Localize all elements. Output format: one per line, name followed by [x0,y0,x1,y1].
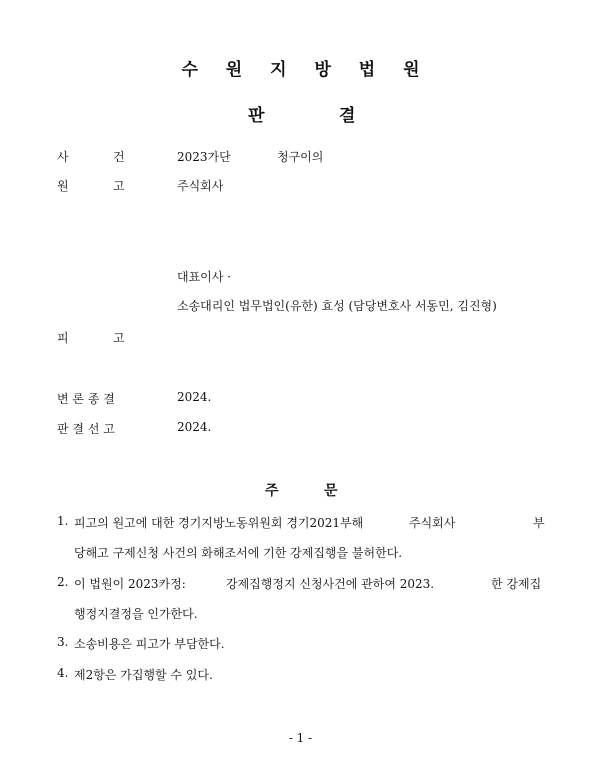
closing-date: 2024. [177,390,212,404]
plaintiff-label-1: 원 [57,179,69,193]
order-2-text-line2: 행정지결정을 인가한다. [74,607,198,621]
order-1-text-line2: 당해고 구제신청 사건의 화해조서에 기한 강제집행을 불허한다. [74,546,403,560]
defendant-label-2: 고 [113,331,125,345]
defendant-label-1: 피 [57,331,69,345]
case-number: 2023가단 [177,150,231,164]
order-3-number: 3. [57,635,69,649]
document-title-part-1: 판 [248,106,265,126]
order-heading-part-1: 주 [265,483,279,499]
case-label-2: 건 [113,150,125,164]
order-1-text-c: 부 [533,516,545,530]
order-2-text-a: 이 법원이 2023카정: [74,577,186,591]
plaintiff-counsel: 소송대리인 법무법인(유한) 효성 (담당변호사 서동민, 김진형) [177,299,497,313]
order-4-text: 제2항은 가집행할 수 있다. [74,668,213,682]
document-title-part-2: 결 [339,106,356,126]
page-number: - 1 - [288,731,313,745]
order-3-text: 소송비용은 피고가 부담한다. [74,637,225,651]
order-heading-part-2: 문 [324,483,338,499]
judgment-label: 판 결 선 고 [57,422,115,436]
order-1-text-a: 피고의 원고에 대한 경기지방노동위원회 경기2021부해 [74,516,364,530]
order-1-number: 1. [57,514,69,528]
court-name: 수 원 지 방 법 원 [181,60,431,80]
order-4-number: 4. [57,666,69,680]
plaintiff-label-2: 고 [113,179,125,193]
order-2-number: 2. [57,575,69,589]
case-label-1: 사 [57,150,69,164]
order-2-text-b: 강제집행정지 신청사건에 관하여 2023. [226,577,435,591]
judgment-date: 2024. [177,420,212,434]
plaintiff-name: 주식회사 [177,179,224,193]
order-2-text-c: 한 강제집 [491,577,542,591]
order-1-text-b: 주식회사 [409,516,456,530]
plaintiff-representative: 대표이사 · [177,270,231,284]
case-name: 청구이의 [277,150,324,164]
closing-label: 변 론 종 결 [57,392,115,406]
